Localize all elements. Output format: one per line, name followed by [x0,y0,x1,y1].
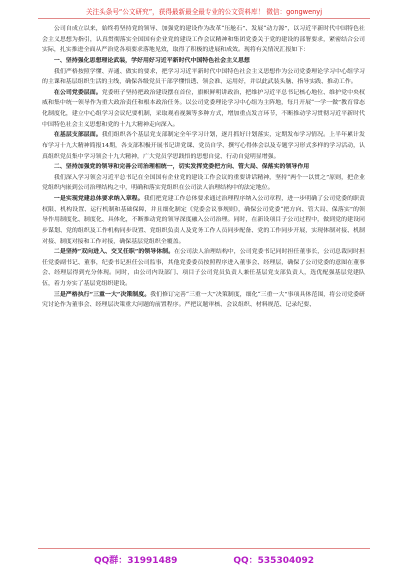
paragraph-lead: 三是严格执行“三重一大”决策制度。 [53,290,151,298]
qq-contact-label: QQ：535304092 [233,556,315,566]
paragraph-lead: 二是坚持“双向进入、交叉任职”的领导体制。 [53,248,175,256]
body-paragraph: 我们深入学习领会习近平总书记在全国国有企业党的建设工作会议的重要讲话精神，坚持“两个一以贯之”原则，把企业党组织内嵌到公司治理结构之中，明确和落实党组织在公司法人治理结构中的法定地位。 [42,173,365,192]
body-paragraph: 在基层支部层面。我们组织各个基层党支部制定全年学习计划，逐月抓好计划落实，定期发布学习情况。上半年累计发布学习十九大精神简报14期，各支部积极开展书记讲党课、党员自学、撰写心得体会以及专题学习形式多样的学习活动，认真组织党员集中学习领会十九大精神，广大党员学思践悟的思想自觉、行动自觉明显增强。 [42,131,365,160]
body-paragraph: 三是严格执行“三重一大”决策制度。我们修订完善“三重一大”决策制度，细化“三重一大”事项具体范围，将公司党委研究讨论作为董事会、经理层决策重大问题的前置程序。严把议题审核、会议组织、材料规范、记录纪要、 [42,290,365,309]
footer-contacts [0,553,408,566]
body-paragraph: 二是坚持“双向进入、交叉任职”的领导体制。在公司法人治理结构中，公司党委书记同时担任董事长，公司总裁同时担任党委副书记、董事，纪委书记担任公司监事，其他党委委员按照程序进入董事会、经理层，确保了公司党委的意图在董事会、经理层得到充分体现。同时，由公司内设部门、项目子公司党员负责人兼任基层党支部负责人，选优配强基层党建队伍，着力夯实了基层党组织建设。 [42,248,365,287]
intro-paragraph: 公司自成立以来，始终将坚持党的领导、加强党的建设作为改革“压舱石”、发展“动力源”，以习近平新时代中国特色社会主义思想为指引，认真贯彻落实全国国有企业党的建设工作会议精神和集团党委关于党的建设的部署要求，紧密结合公司实际，扎实推进全面从严治党各项要求落地见效，取得了积极的进展和成效。现将有关情况汇报如下： [42,25,365,54]
paragraph-lead: 在公司党委层面。 [53,88,102,96]
qq-group-label: QQ群：31991489 [93,556,178,566]
section-heading-2: 二、坚持加强党的领导和完善公司治理相统一，切实发挥党委把方向、管大局、保落实的领导作用 [53,163,310,171]
footer-divider [38,548,370,549]
header-divider [38,18,370,19]
document-body [42,24,365,311]
promo-banner: 关注头条号“公文研究”，获得最新最全最专业的公文资料库！ 微信：gongwenyj [85,8,323,16]
paragraph-lead: 在基层支部层面。 [53,131,102,139]
body-paragraph: 一是实现党建总体要求纳入章程。我们把党建工作总体要求通过治理程序纳入公司章程，进一步明确了公司党委的职责权限、机构设置、运行机制和基础保障，并且细化制定《党委会议事规则》，确保公司党委“把方向、管大局、保落实”的领导作用制度化、制度化、具体化，不断推动党的领导深度融入公司治理。同时，在新设项目子公司过程中，做到党的建设同步谋划、党的组织及工作机构同步设置、党组织负责人及党务工作人员同步配备、党的工作同步开展，实现体制对接、机制对接、制度对接和工作对接，确保基层党组织全覆盖。 [42,195,365,245]
section-heading-1: 一、坚持强化思想理论武装，学好用好习近平新时代中国特色社会主义思想 [53,56,250,64]
body-paragraph: 我们严格按照学懂、弄通、做实的要求，把学习习近平新时代中国特色社会主义思想作为公司党委理论学习中心组学习的主课和基层组织生活的主线，确保各级党员干部学懂悟透、领会准、运用好，并以此武装头脑、指导实践、推动工作。 [42,67,365,86]
paragraph-lead: 一是实现党建总体要求纳入章程。 [53,195,144,202]
body-paragraph: 在公司党委层面。党委班子坚持把政治建设摆在首位，旗帜鲜明讲政治，把维护习近平总书记核心地位、维护党中央权威和集中统一领导作为重大政治责任和根本政治任务。以公司党委理论学习中心组为主阵地，每月开展“一学一做”教育常态化制度化，建立中心组学习会议纪要机制，采取观看视频等多种方式，增加重点发言环节，不断推动学习贯彻习近平新时代中国特色社会主义思想和党的十九大精神走向深入。 [42,88,365,128]
